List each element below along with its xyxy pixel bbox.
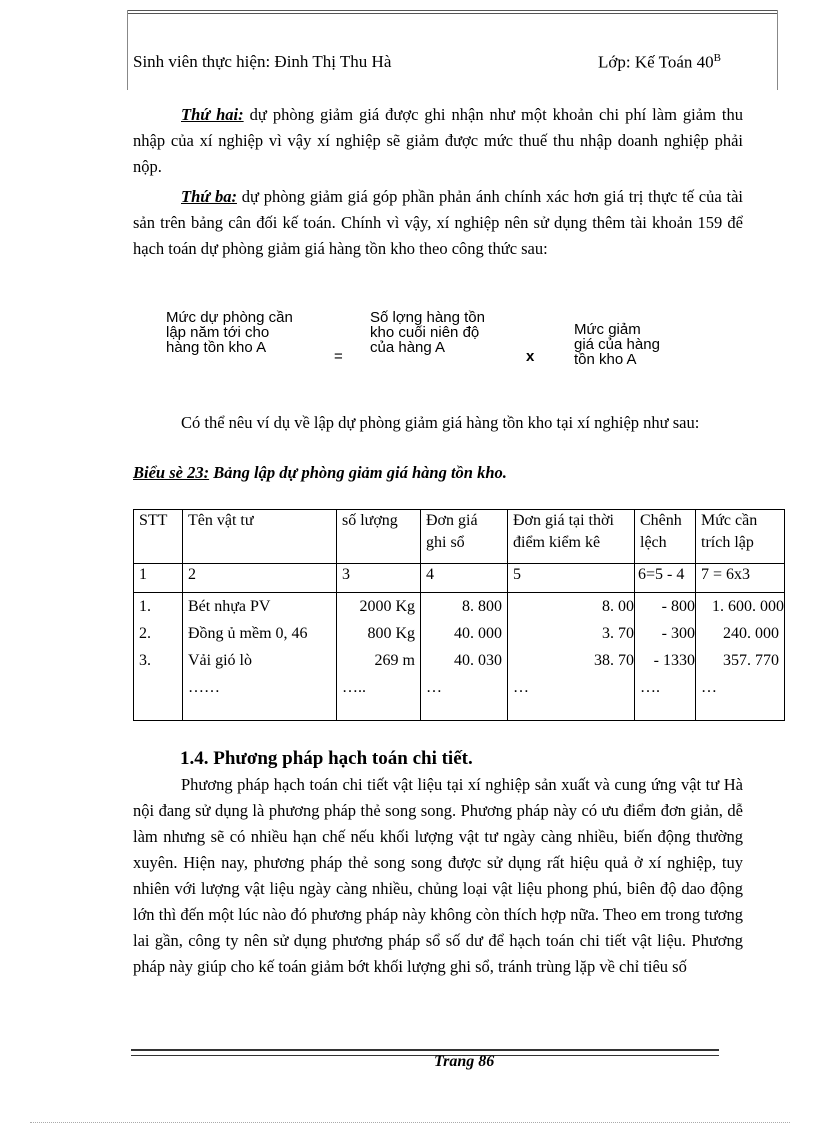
cell-line: … (513, 679, 529, 696)
index-cell: 3 (337, 564, 421, 593)
index-cell: 4 (421, 564, 508, 593)
class-text: Lớp: Kế Toán 40 (598, 52, 714, 72)
cell-line: 40. 030 (454, 652, 502, 669)
header-text: Đơn giá tại thời (513, 512, 614, 529)
table-data-row (134, 593, 785, 721)
paragraph-thu-ba (133, 184, 743, 262)
cell-line: 269 m (374, 652, 415, 669)
book-price-cell (421, 593, 508, 721)
cell-line: 40. 000 (454, 625, 502, 642)
paragraph-text: dự phòng giảm giá được ghi nhận như một khoản chi phí làm giảm thu nhập của xí nghiệp vì vậy xí nghiệp sẽ giảm được mức thuế thu nhập doanh nghiệp phải nộp. (133, 105, 743, 176)
formula-line: của hàng A (370, 339, 446, 356)
formula-left-term (166, 310, 293, 355)
class-label (598, 52, 721, 73)
formula-line: Số lợng hàng tồn (370, 309, 485, 326)
header-cell (421, 510, 508, 564)
formula-line: Mức giảm (574, 321, 641, 338)
cell-line: 2000 Kg (359, 598, 415, 615)
table-index-row (134, 564, 785, 593)
formula-line: hàng tồn kho A (166, 339, 267, 356)
cell-line: …. (640, 679, 660, 696)
header-text: ghi sổ (426, 534, 465, 551)
difference-cell (635, 593, 696, 721)
formula-line: giá của hàng (574, 336, 660, 353)
index-cell: 1 (134, 564, 183, 593)
caption-title: Bảng lập dự phòng giảm giá hàng tồn kho. (209, 463, 507, 482)
header-cell (696, 510, 785, 564)
stt-cell (134, 593, 183, 721)
header-text: điểm kiểm kê (513, 534, 601, 551)
index-cell: 5 (508, 564, 635, 593)
formula-line: lập năm tới cho (166, 324, 270, 341)
cell-line: ….. (342, 679, 366, 696)
header-text: số lượng (342, 512, 398, 529)
cell-line: Vải gió lò (188, 652, 252, 669)
page-border-left (127, 10, 128, 90)
page-border-right (777, 10, 778, 90)
formula-line: kho cuối niên độ (370, 324, 480, 341)
cell-line: …… (188, 679, 220, 696)
paragraph-text: Có thể nêu ví dụ về lập dự phòng giảm giá hàng tồn kho tại xí nghiệp như sau: (181, 413, 700, 432)
header-text: trích lập (701, 534, 754, 551)
header-text: lệch (640, 534, 667, 551)
formula-right-term (574, 322, 660, 367)
quantity-cell (337, 593, 421, 721)
caption-label: Biểu sè 23: (133, 463, 210, 482)
cell-line: 1. (139, 598, 151, 615)
cell-line: - 300 (661, 625, 695, 642)
index-cell: 6=5 - 4 (635, 564, 696, 593)
cell-line: … (701, 679, 717, 696)
cell-line: … (426, 679, 442, 696)
cell-line: 8. 00 (602, 598, 634, 615)
cell-line: 240. 000 (723, 625, 779, 642)
formula-equals: = (334, 348, 343, 365)
page-border-top (127, 10, 778, 14)
count-price-cell (508, 593, 635, 721)
index-cell: 7 = 6x3 (696, 564, 785, 593)
header-text: STT (139, 512, 168, 529)
cell-line: 8. 800 (462, 598, 502, 615)
cell-line: 1. 600. 000 (712, 598, 784, 615)
cell-line: 3. (139, 652, 151, 669)
footer-rule (131, 1049, 719, 1056)
header-cell (134, 510, 183, 564)
header-cell (183, 510, 337, 564)
section-heading: 1.4. Phương pháp hạch toán chi tiết. (180, 748, 473, 769)
cell-line (134, 674, 182, 701)
index-cell: 2 (183, 564, 337, 593)
paragraph-text: Phương pháp hạch toán chi tiết vật liệu tại xí nghiệp sản xuất và cung ứng vật tư Hà nội đang sử dụng là phương pháp thẻ song song. Phương pháp này có ưu điểm đơn giản, dễ làm nhưng sẽ có nhiều hạn chế nếu khối lượng vật tư ngày càng nhiều, biến động thường xuyên. Hiện nay, phương pháp thẻ song song được sử dụng rất hiệu quả ở xí nghiệp, tuy nhiên với lượng vật liệu ngày càng nhiều, chủng loại vật liệu phong phú, biên độ dao động lớn thì đến một lúc nào đó phương pháp này không còn thích hợp nữa. Theo em trong tương lai gần, công ty nên sử dụng phương pháp sổ số dư để hạch toán chi tiết vật liệu. Phương pháp này giúp cho kế toán giảm bớt khối lượng ghi sổ, tránh trùng lặp về chỉ tiêu số (133, 775, 743, 976)
table-caption (133, 463, 507, 483)
formula-middle-term (370, 310, 485, 355)
paragraph-text: dự phòng giảm giá góp phần phản ánh chính xác hơn giá trị thực tế của tài sản trên bảng cân đối kế toán. Chính vì vậy, xí nghiệp nên sử dụng thêm tài khoản 159 để hạch toán dự phòng giảm giá hàng tồn kho theo công thức sau: (133, 187, 744, 258)
cell-line: 357. 770 (723, 652, 779, 669)
header-text: Đơn giá (426, 512, 478, 529)
cell-line: 38. 70 (594, 652, 634, 669)
cell-line: 800 Kg (367, 625, 415, 642)
paragraph-detail-method (133, 772, 743, 980)
student-name: Sinh viên thực hiện: Đinh Thị Thu Hà (133, 52, 392, 71)
header-text: Mức cần (701, 512, 758, 529)
header-text: Chênh (640, 512, 682, 529)
cell-line: Bét nhựa PV (188, 598, 271, 615)
paragraph-lead: Thứ hai: (181, 105, 244, 124)
formula-times: x (526, 348, 535, 365)
paragraph-thu-hai (133, 102, 743, 180)
header-cell (508, 510, 635, 564)
formula-line: tồn kho A (574, 351, 637, 368)
cell-line: - 800 (661, 598, 695, 615)
paragraph-lead: Thứ ba: (181, 187, 237, 206)
table-header-row (134, 510, 785, 564)
formula-line: Mức dự phòng cần (166, 309, 293, 326)
cell-line: Đồng ủ mềm 0, 46 (188, 625, 308, 642)
header-cell (337, 510, 421, 564)
cell-line: - 1330 (653, 652, 695, 669)
class-superscript: B (713, 52, 721, 64)
paragraph-example-intro (133, 410, 743, 436)
provision-cell (696, 593, 785, 721)
name-cell (183, 593, 337, 721)
cell-line: 3. 70 (602, 625, 634, 642)
cell-line: 2. (139, 625, 151, 642)
header-cell (635, 510, 696, 564)
page-number: Trang 86 (434, 1053, 495, 1070)
provision-table (133, 509, 785, 721)
header-text: Tên vật tư (188, 512, 254, 529)
